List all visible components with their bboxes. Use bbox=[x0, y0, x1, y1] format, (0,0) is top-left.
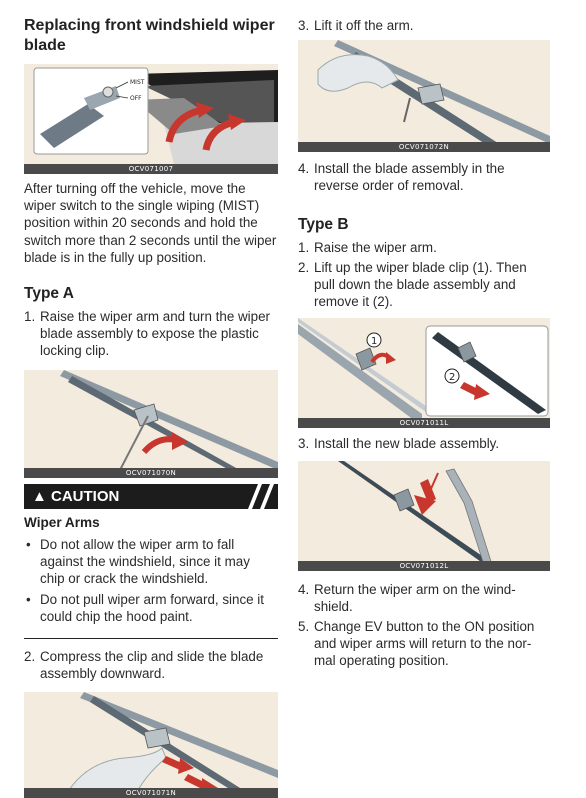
figure-wiper-switch bbox=[24, 64, 278, 174]
step-text: Lift up the wiper blade clip (1). Then pull down the blade assembly and remove it (2). bbox=[314, 259, 527, 310]
caution-bullet: • Do not allow the wiper arm to fall against the windshield, since it may chip or crack the windshield. bbox=[24, 536, 278, 588]
caution-subtitle: Wiper Arms bbox=[24, 514, 100, 530]
step-number: 2. bbox=[24, 648, 36, 664]
type-a-step-3 bbox=[298, 17, 550, 34]
warning-icon: ▲ bbox=[32, 487, 52, 505]
type-a-step-1 bbox=[24, 308, 278, 360]
figure-code: OCV071072N bbox=[398, 143, 450, 152]
install-blade-illustration bbox=[298, 461, 550, 571]
step-number: 4. bbox=[298, 581, 310, 597]
figure-compress-clip bbox=[24, 692, 278, 798]
wiper-blade-illustration bbox=[24, 370, 278, 478]
left-column bbox=[24, 0, 278, 798]
step-number: 4. bbox=[298, 161, 310, 177]
figure-code-bar bbox=[24, 788, 278, 798]
figure-lift-off bbox=[298, 40, 550, 152]
type-a-step-2 bbox=[24, 648, 278, 682]
step-number: 5. bbox=[298, 619, 310, 635]
divider bbox=[24, 638, 278, 639]
figure-install-blade bbox=[298, 461, 550, 571]
step-number: 2. bbox=[298, 259, 310, 275]
step-text: Return the wiper arm on the wind-shield. bbox=[314, 581, 516, 614]
step-number: 3. bbox=[298, 436, 310, 452]
lift-off-illustration bbox=[298, 40, 550, 152]
caution-banner bbox=[24, 484, 278, 509]
callout-1: 1 bbox=[371, 336, 378, 348]
off-label: OFF bbox=[130, 95, 142, 102]
step-number: 1. bbox=[298, 239, 310, 255]
intro-text: After turning off the vehicle, move the wiper switch to the single wiping (MIST) position within 20 seconds and hold the switch more than 2 seconds until the wiper blade is in the fully up position. bbox=[24, 181, 277, 265]
figure-code-bar bbox=[24, 164, 278, 174]
step-item bbox=[298, 618, 550, 670]
caution-list bbox=[24, 536, 278, 626]
step-text: Compress the clip and slide the blade assembly downward. bbox=[40, 648, 264, 681]
figure-code-bar bbox=[298, 561, 550, 571]
figure-code: OCV071012L bbox=[399, 561, 449, 570]
step-text: Install the new blade assembly. bbox=[314, 436, 500, 452]
step-text: Change EV button to the ON position and wiper arms will return to the nor-mal operating position. bbox=[314, 619, 535, 669]
caution-title: CAUTION bbox=[51, 487, 120, 505]
figure-code: OCV071011L bbox=[399, 419, 449, 428]
step-text: Install the blade assembly in the reverse order of removal. bbox=[314, 161, 505, 194]
mist-label: MIST bbox=[130, 79, 145, 86]
step-text: Raise the wiper arm. bbox=[314, 239, 437, 255]
type-b-heading: Type B bbox=[298, 215, 349, 233]
type-b-clip-illustration bbox=[298, 318, 550, 428]
step-number: 1. bbox=[24, 309, 36, 325]
figure-code: OCV071070N bbox=[125, 468, 177, 477]
figure-code-bar bbox=[298, 418, 550, 428]
type-b-steps bbox=[298, 239, 550, 311]
figure-type-a-clip bbox=[24, 370, 278, 478]
step-item bbox=[298, 239, 550, 256]
type-b-more-steps bbox=[298, 581, 550, 670]
figure-type-b-clip bbox=[298, 318, 550, 428]
compress-clip-illustration bbox=[24, 692, 278, 798]
step-text: Lift it off the arm. bbox=[314, 18, 414, 33]
step-number: 3. bbox=[298, 18, 310, 33]
figure-code-bar bbox=[298, 142, 550, 152]
wiper-switch-illustration bbox=[24, 64, 278, 174]
step-item bbox=[298, 581, 550, 615]
caution-stripes bbox=[242, 484, 278, 509]
figure-code: OCV071071N bbox=[125, 789, 177, 798]
step-item bbox=[298, 259, 550, 311]
step-text: Raise the wiper arm and turn the wiper blade assembly to expose the plastic locking clip. bbox=[40, 309, 270, 359]
right-column bbox=[298, 0, 550, 670]
figure-code: OCV071007 bbox=[128, 165, 174, 173]
type-b-step-3 bbox=[298, 435, 550, 452]
figure-code-bar bbox=[24, 468, 278, 478]
type-a-step-4 bbox=[298, 160, 550, 194]
callout-2: 2 bbox=[449, 372, 456, 384]
section-title: Replacing front windshield wiper blade bbox=[24, 17, 275, 54]
type-a-heading: Type A bbox=[24, 285, 74, 303]
caution-bullet: • Do not pull wiper arm forward, since it could chip the hood paint. bbox=[24, 591, 278, 625]
